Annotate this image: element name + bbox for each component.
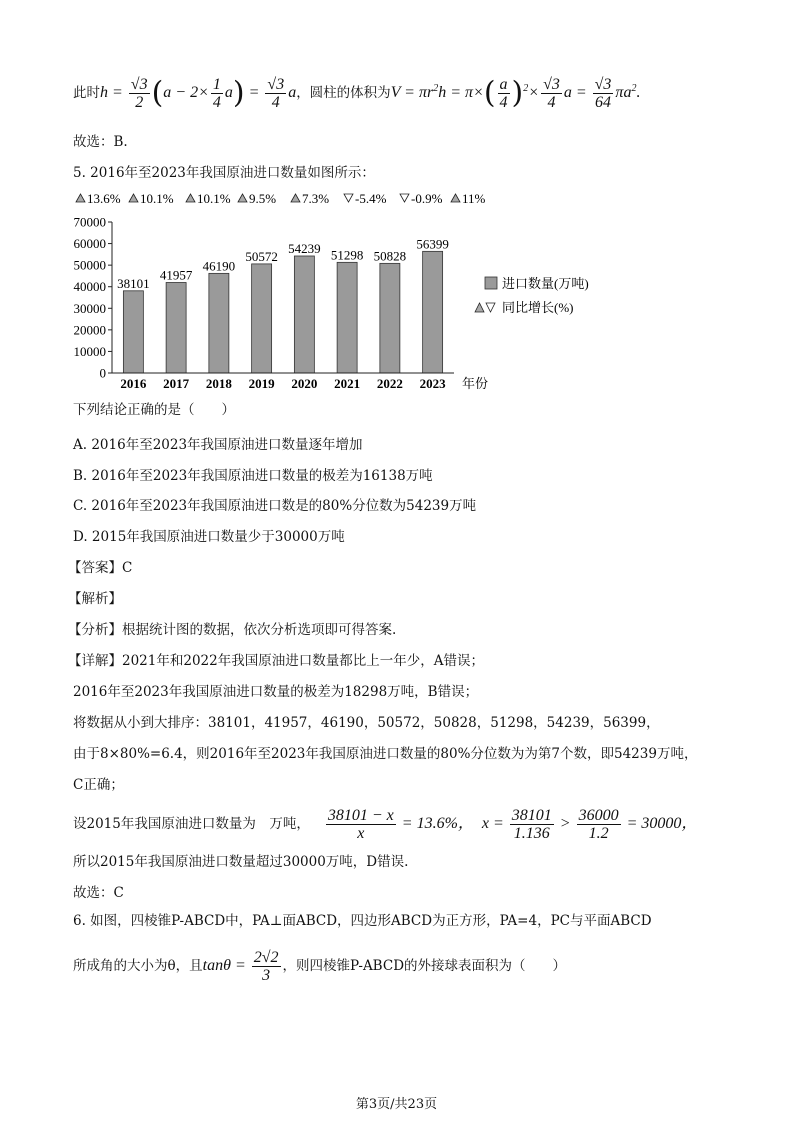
growth-label: -5.4% bbox=[355, 191, 387, 206]
x-tick-label: 2016 bbox=[120, 376, 147, 391]
growth-triangle-up-icon bbox=[76, 194, 85, 202]
formula-2015: $\frac{38101 - x}{x}$ = 13.6%， x = $\frac{38101}{1.136}$ > $\frac{36000}{1.2}$ = 30000， bbox=[327, 806, 698, 842]
bar-2016 bbox=[123, 291, 143, 373]
bar-2023 bbox=[423, 251, 443, 373]
y-tick-label: 70000 bbox=[73, 214, 106, 230]
growth-triangle-up-icon bbox=[451, 194, 460, 202]
bar-2017 bbox=[166, 282, 186, 373]
fenxi-text: 【分析】根据统计图的数据，依次分析选项即可得答案. bbox=[68, 622, 397, 638]
growth-triangle-up-icon bbox=[291, 194, 300, 202]
growth-triangle-down-icon bbox=[344, 194, 353, 202]
bar-2019 bbox=[252, 264, 272, 373]
formula-tan: tanθ = $\frac{2√2}{3}$ bbox=[202, 948, 279, 984]
bar-value-label: 54239 bbox=[288, 240, 321, 256]
x-tick-label: 2020 bbox=[291, 376, 318, 391]
q6-line2 bbox=[73, 944, 566, 988]
x-axis bbox=[112, 373, 488, 391]
q6-line2-prefix: 所成角的大小为θ，且 bbox=[73, 958, 203, 974]
bar-value-label: 46190 bbox=[202, 258, 236, 274]
x-axis-title: 年份 bbox=[462, 376, 489, 391]
x-tick-label: 2019 bbox=[248, 376, 275, 391]
option-c: C. 2016年至2023年我国原油进口数是的80%分位数为54239万吨 bbox=[73, 498, 477, 514]
answer-label: 【答案】C bbox=[68, 560, 133, 576]
growth-label: 7.3% bbox=[302, 191, 330, 206]
y-tick-label: 60000 bbox=[73, 236, 106, 252]
y-tick-label: 0 bbox=[99, 365, 106, 381]
option-a: A. 2016年至2023年我国原油进口数量逐年增加 bbox=[73, 437, 363, 453]
growth-label: -0.9% bbox=[411, 191, 443, 206]
y-tick-label: 20000 bbox=[73, 322, 106, 338]
bar-2022 bbox=[380, 263, 400, 373]
growth-label: 11% bbox=[462, 191, 486, 206]
xiangjie-text: 【详解】2021年和2022年我国原油进口数量都比上一年少，A错误； bbox=[68, 653, 484, 669]
x-tick-label: 2017 bbox=[163, 376, 190, 391]
legend bbox=[475, 276, 589, 315]
q5-stem: 5. 2016年至2023年我国原油进口数量如图所示： bbox=[73, 165, 375, 181]
prev-answer: 故选：B. bbox=[73, 134, 128, 150]
legend-up-triangle-icon bbox=[475, 303, 484, 312]
bar-value-label: 38101 bbox=[117, 275, 150, 291]
x-tick-label: 2022 bbox=[376, 376, 403, 391]
x-tick-label: 2018 bbox=[205, 376, 232, 391]
explain-b: 2016年至2023年我国原油进口数量的极差为18298万吨，B错误； bbox=[73, 684, 479, 700]
explain-d1 bbox=[73, 802, 697, 846]
x-tick-label: 2021 bbox=[334, 376, 361, 391]
prev-prefix: 此时 bbox=[73, 85, 100, 101]
x-tick-label: 2023 bbox=[419, 376, 446, 391]
explain-sort: 将数据从小到大排序：38101，41957，46190，50572，50828，51298，54239，56399， bbox=[73, 715, 660, 731]
formula-h: h = $\frac{√3}{2}$ (a − 2× $\frac{1}{4}$ a) = $\frac{√3}{4}$ a bbox=[100, 75, 297, 111]
growth-triangle-down-icon bbox=[400, 194, 409, 202]
growth-label: 10.1% bbox=[197, 191, 231, 206]
growth-triangle-up-icon bbox=[129, 194, 138, 202]
bars bbox=[117, 236, 449, 373]
option-b: B. 2016年至2023年我国原油进口数量的极差为16138万吨 bbox=[73, 468, 433, 484]
legend-import-label: 进口数量(万吨) bbox=[502, 276, 589, 291]
option-d: D. 2015年我国原油进口数量少于30000万吨 bbox=[73, 529, 345, 545]
bar-value-label: 41957 bbox=[159, 267, 193, 283]
explain-d1-prefix: 设2015年我国原油进口数量为 万吨， bbox=[73, 816, 310, 832]
jiexi-label: 【解析】 bbox=[68, 591, 122, 607]
explain-d2: 所以2015年我国原油进口数量超过30000万吨，D错误. bbox=[73, 854, 409, 870]
explain-c2: C正确； bbox=[73, 777, 124, 793]
legend-bar-swatch bbox=[485, 277, 497, 289]
prev-solution-line bbox=[73, 70, 640, 116]
legend-growth-label: 同比增长(%) bbox=[502, 300, 574, 315]
growth-label: 9.5% bbox=[249, 191, 277, 206]
bar-value-label: 50572 bbox=[245, 248, 278, 264]
answer-final: 故选：C bbox=[73, 885, 124, 901]
bar-value-label: 56399 bbox=[416, 236, 449, 252]
q5-question: 下列结论正确的是（ ） bbox=[73, 402, 235, 418]
growth-triangle-up-icon bbox=[186, 194, 195, 202]
y-tick-label: 50000 bbox=[73, 257, 106, 273]
y-axis bbox=[74, 215, 113, 381]
y-tick-label: 10000 bbox=[73, 343, 106, 359]
formula-volume: $V = \pi r^2h = \pi\times$( $\frac{a}{4}$ )$^2$× $\frac{√3}{4}$ a = $\frac{√3}{64}$ $\pi a^2$. bbox=[390, 75, 641, 111]
bar-value-label: 50828 bbox=[373, 248, 407, 264]
growth-label: 13.6% bbox=[87, 191, 121, 206]
growth-label: 10.1% bbox=[140, 191, 174, 206]
prev-mid: ，圆柱的体积为 bbox=[296, 85, 391, 101]
bar-2020 bbox=[294, 256, 314, 373]
page-footer: 第3页/共23页 bbox=[355, 1097, 438, 1112]
legend-down-triangle-icon bbox=[486, 303, 495, 312]
q6-line1: 6. 如图，四棱锥P-ABCD中，PA⊥面ABCD，四边形ABCD为正方形，PA=4，PC与平面ABCD bbox=[73, 913, 652, 929]
bar-value-label: 51298 bbox=[330, 247, 364, 263]
q6-line2-suffix: ，则四棱锥P-ABCD的外接球表面积为（ ） bbox=[282, 958, 567, 974]
y-tick-label: 30000 bbox=[73, 300, 106, 316]
growth-triangle-up-icon bbox=[238, 194, 247, 202]
y-tick-label: 40000 bbox=[73, 279, 106, 295]
bar-2021 bbox=[337, 262, 357, 373]
growth-labels-row bbox=[76, 191, 486, 206]
bar-2018 bbox=[209, 273, 229, 373]
crude-oil-import-chart bbox=[70, 191, 630, 395]
explain-c1: 由于8×80%=6.4，则2016年至2023年我国原油进口数量的80%分位数为为第7个数，即54239万吨， bbox=[73, 746, 698, 762]
